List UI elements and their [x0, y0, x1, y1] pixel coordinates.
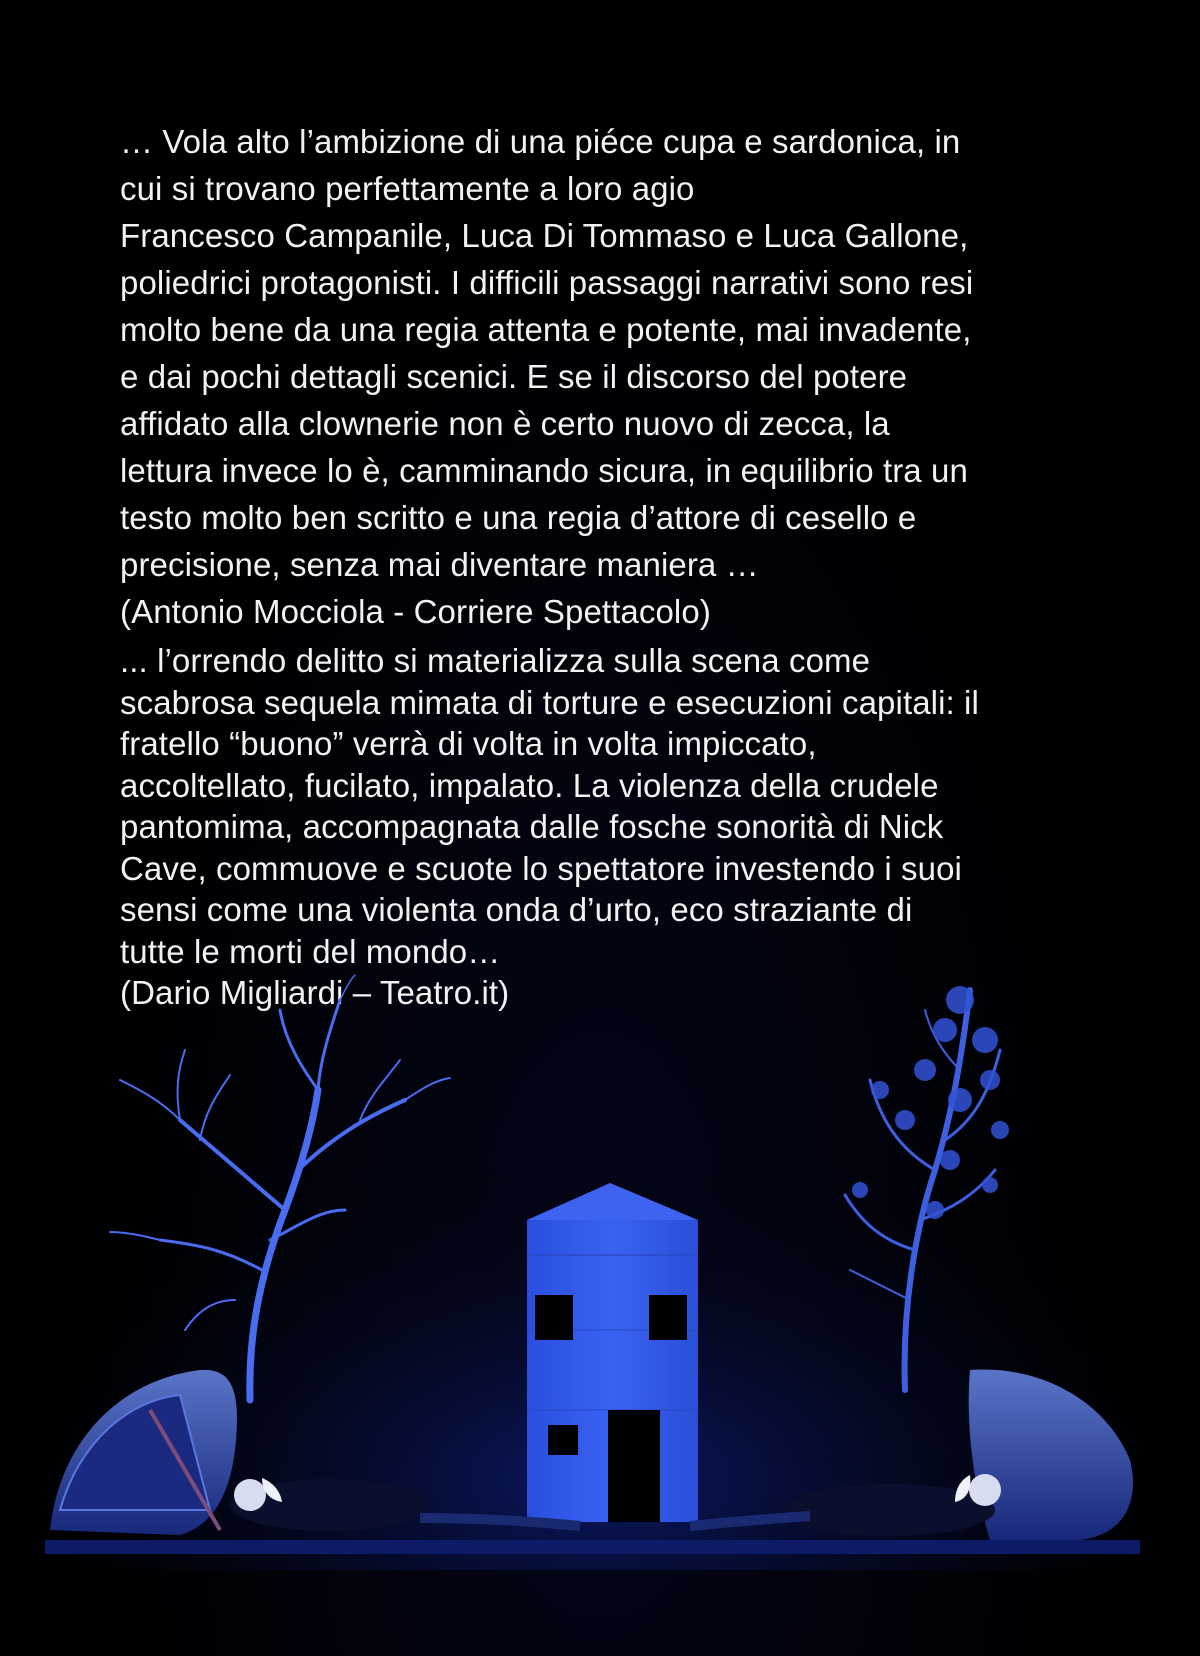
review-line: Francesco Campanile, Luca Di Tommaso e Luca Gallone,	[120, 217, 969, 254]
review-line: pantomima, accompagnata dalle fosche sonorità di Nick	[120, 808, 944, 845]
review-line: fratello “buono” verrà di volta in volta impiccato,	[120, 725, 817, 762]
review-line: e dai pochi dettagli scenici. E se il discorso del potere	[120, 358, 908, 395]
stage-floor	[45, 1540, 1140, 1554]
review-line: molto bene da una regia attenta e potente, mai invadente,	[120, 311, 972, 348]
review-line: precisione, senza mai diventare maniera …	[120, 546, 759, 583]
review-dario-migliardi	[120, 640, 1080, 1014]
review-line: sensi come una violenta onda d’urto, eco straziante di	[120, 891, 913, 928]
review-line: Cave, commuove e scuote lo spettatore investendo i suoi	[120, 849, 962, 887]
review-line: testo molto ben scritto e una regia d’attore di cesello e	[120, 499, 917, 536]
review-line: affidato alla clownerie non è certo nuovo di zecca, la	[120, 405, 890, 442]
review-line: poliedrici protagonisti. I difficili passaggi narrativi sono resi	[120, 264, 974, 301]
review-line: ... l’orrendo delitto si materializza sulla scena come	[120, 642, 871, 679]
review-line: scabrosa sequela mimata di torture e esecuzioni capitali: il	[120, 683, 979, 721]
review-antonio-mocciola	[120, 118, 1080, 635]
blue-house-set	[527, 1183, 698, 1522]
review-line: cui si trovano perfettamente a loro agio	[120, 170, 695, 207]
review-line: … Vola alto l’ambizione di una piéce cupa e sardonica, in	[120, 123, 961, 160]
review-attribution: (Antonio Mocciola - Corriere Spettacolo)	[120, 593, 711, 630]
stage-photo	[0, 970, 1200, 1570]
review-line: tutte le morti del mondo…	[120, 932, 501, 970]
review-line: lettura invece lo è, camminando sicura, in equilibrio tra un	[120, 452, 968, 489]
review-line: accoltellato, fucilato, impalato. La violenza della crudele	[120, 766, 939, 804]
